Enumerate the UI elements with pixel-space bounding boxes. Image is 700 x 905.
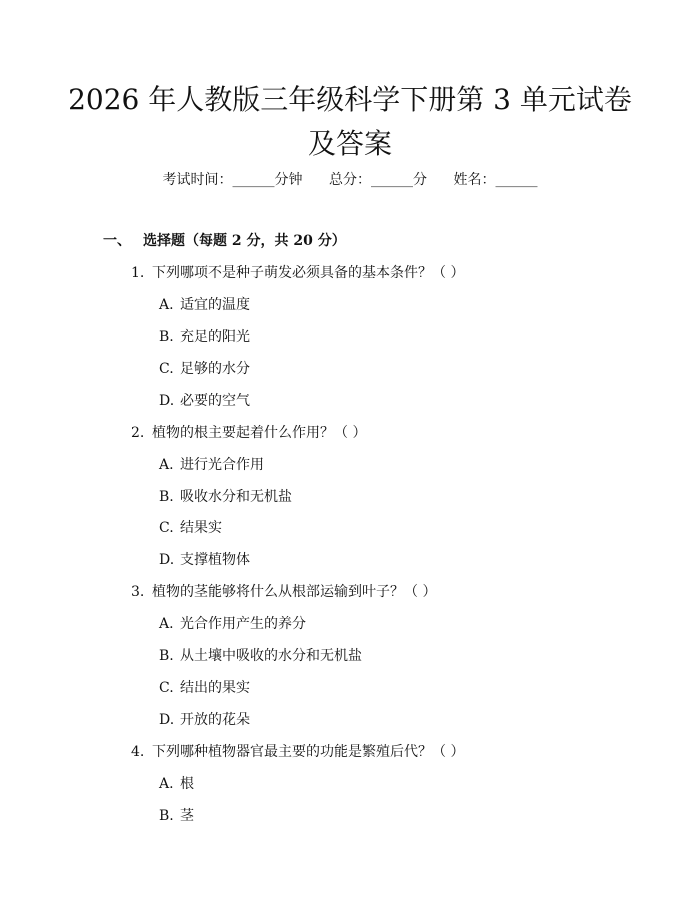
option-letter: B.: [159, 808, 174, 824]
question-4: [131, 741, 464, 761]
title-line-2: 及答案: [307, 127, 392, 160]
option-text: 充足的阳光: [180, 329, 250, 345]
question-number: 1.: [131, 265, 145, 281]
option-text: 适宜的温度: [180, 297, 250, 313]
question-text: 植物的茎能够将什么从根部运输到叶子？（ ）: [152, 584, 437, 600]
section-heading: [103, 230, 346, 250]
option-letter: A.: [159, 297, 174, 313]
question-3-option-b: [159, 645, 362, 665]
option-text: 根: [180, 776, 194, 792]
option-letter: D.: [159, 393, 175, 409]
option-text: 支撑植物体: [180, 552, 250, 568]
exam-time-field: 考试时间：______分钟: [162, 172, 303, 188]
question-text: 植物的根主要起着什么作用？（ ）: [152, 425, 367, 441]
option-text: 开放的花朵: [180, 712, 250, 728]
option-letter: C.: [159, 361, 174, 377]
question-3-option-d: [159, 709, 250, 729]
question-2-option-a: [159, 454, 264, 474]
question-4-option-a: [159, 773, 194, 793]
option-text: 从土壤中吸收的水分和无机盐: [180, 648, 362, 664]
question-2-option-c: [159, 517, 222, 537]
student-name-field: 姓名：______: [453, 172, 538, 188]
option-text: 结出的果实: [180, 680, 250, 696]
option-text: 进行光合作用: [180, 457, 264, 473]
option-text: 茎: [180, 808, 194, 824]
question-4-option-b: [159, 805, 194, 825]
option-text: 必要的空气: [180, 393, 250, 409]
option-letter: A.: [159, 457, 174, 473]
option-letter: B.: [159, 329, 174, 345]
option-text: 光合作用产生的养分: [180, 616, 306, 632]
question-2-option-b: [159, 486, 292, 506]
page-title: [60, 78, 640, 166]
question-number: 4.: [131, 744, 145, 760]
question-text: 下列哪项不是种子萌发必须具备的基本条件？（ ）: [152, 265, 465, 281]
question-1-option-a: [159, 294, 250, 314]
option-letter: A.: [159, 776, 174, 792]
title-line-1: 2026 年人教版三年级科学下册第 3 单元试卷: [68, 83, 632, 116]
option-text: 结果实: [180, 520, 222, 536]
question-3-option-c: [159, 677, 250, 697]
option-letter: D.: [159, 552, 175, 568]
section-number: 一、: [103, 233, 131, 249]
option-letter: B.: [159, 648, 174, 664]
question-text: 下列哪种植物器官最主要的功能是繁殖后代？（ ）: [152, 744, 465, 760]
option-text: 足够的水分: [180, 361, 250, 377]
question-1-option-c: [159, 358, 250, 378]
question-1-option-d: [159, 390, 250, 410]
question-3: [131, 581, 436, 601]
exam-info-row: [0, 169, 700, 189]
option-letter: D.: [159, 712, 175, 728]
question-2-option-d: [159, 549, 250, 569]
question-3-option-a: [159, 613, 306, 633]
question-1: [131, 262, 464, 282]
question-1-option-b: [159, 326, 250, 346]
question-number: 2.: [131, 425, 145, 441]
question-2: [131, 422, 366, 442]
option-text: 吸收水分和无机盐: [180, 489, 292, 505]
option-letter: C.: [159, 520, 174, 536]
option-letter: A.: [159, 616, 174, 632]
question-number: 3.: [131, 584, 145, 600]
total-score-field: 总分：______分: [329, 172, 427, 188]
section-title: 选择题（每题 2 分，共 20 分）: [143, 233, 346, 249]
option-letter: C.: [159, 680, 174, 696]
option-letter: B.: [159, 489, 174, 505]
